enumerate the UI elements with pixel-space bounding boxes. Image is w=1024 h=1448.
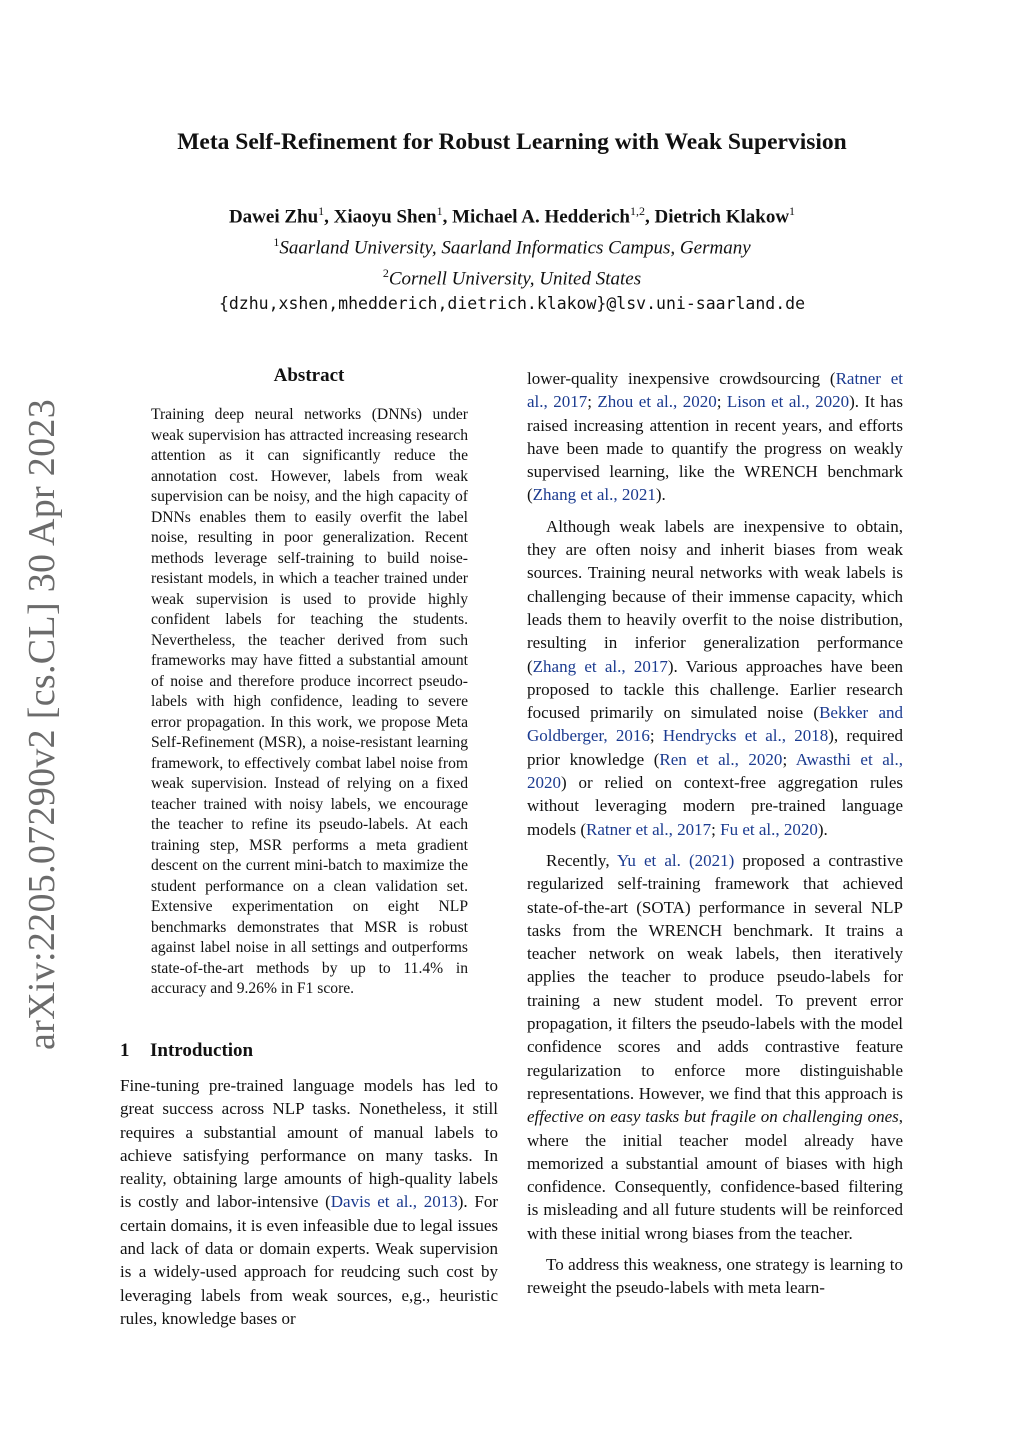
citation-link[interactable]: Bekker and Goldberger, 2016: [527, 703, 903, 746]
intro-paragraph-4: To address this weakness, one strategy is learning to reweight the pseudo-labels with meta learn-: [527, 1254, 903, 1298]
affiliation-text: Cornell University, United States: [388, 267, 642, 289]
citation-link[interactable]: Davis et al., 2013: [330, 1192, 458, 1212]
author-name: Dawei Zhu: [228, 206, 319, 228]
text-run: ), required prior knowledge (: [527, 726, 903, 769]
author-affiliation-mark: 1: [789, 204, 796, 218]
affiliation-mark: 2: [382, 265, 389, 280]
paper-title: Meta Self-Refinement for Robust Learning with Weak Supervision: [177, 129, 847, 155]
text-run: Fine-tuning pre-trained language models has led to great success across NLP tasks. Nonetheless, it still requires a substantial amount of manual labels to achieve satisfying performance on many tasks. In reality, obtaining large amounts of high-quality labels is costly and labor-intensive (: [120, 1076, 498, 1212]
citation-link[interactable]: Lison et al., 2020: [726, 392, 850, 412]
text-run: lower-quality inexpensive crowdsourcing (: [527, 369, 836, 388]
citation-link[interactable]: Zhou et al., 2020: [597, 392, 717, 412]
right-column: [527, 367, 903, 1300]
abstract-heading: Abstract: [273, 365, 345, 386]
section-number: 1: [120, 1040, 130, 1061]
authors-block: [100, 198, 924, 317]
affiliation-line: [100, 261, 924, 291]
section-title: Introduction: [150, 1040, 254, 1061]
arxiv-identifier-stamp: arXiv:2205.07290v2 [cs.CL] 30 Apr 2023: [21, 399, 63, 1050]
text-run: Recently,: [546, 850, 618, 870]
author-name: Michael A. Hedderich: [452, 206, 630, 228]
text-run: ).: [817, 819, 828, 839]
affiliation-mark: 1: [273, 235, 280, 250]
text-run: ). It has raised increasing attention in recent years, and efforts have been made to quantify the progress on weakly supervised learning, like the WRENCH benchmark (: [527, 392, 903, 505]
citation-link[interactable]: Ratner et al., 2017: [586, 819, 712, 839]
citation-link[interactable]: Zhang et al., 2021: [532, 485, 656, 505]
citation-link[interactable]: Awasthi et al., 2020: [527, 749, 903, 793]
intro-paragraph-3: [527, 849, 903, 1245]
text-run: ). For certain domains, it is even infeasible due to legal issues and lack of data or domain experts. Weak supervision is a widely-used approach for reudcing such cost by leveraging labels from weak sources, e,g., heuristic rules, knowledge bases or: [120, 1192, 499, 1328]
text-run: ).: [655, 485, 666, 505]
author-affiliation-mark: 1: [436, 204, 443, 218]
author-name: Dietrich Klakow: [654, 206, 790, 228]
text-run: ). Various approaches have been proposed to tackle this challenge. Earlier research focused primarily on simulated noise (: [527, 656, 903, 723]
title-block: [100, 128, 924, 156]
intro-paragraph-1-end: lower-quality inexpensive crowdsourcing (Ratner et al., 2017; Zhou et al., 2020; Lison et al., 2020). It has raised increasing attention in recent years, and efforts have been made to quantify the progress on weakly supervised learning, like the WRENCH benchmark (Zhang et al., 2021).: [527, 369, 903, 505]
affiliation-text: Saarland University, Saarland Informatics Campus, Germany: [279, 237, 751, 259]
text-run: Although weak labels are inexpensive to obtain, they are often noisy and inherit biases from weak sources. Training neural networks with weak labels is challenging because of their immense capacity, which leads them to heavily overfit to the noise distribution, resulting in inferior generalization performance (: [527, 516, 903, 676]
citation-link[interactable]: Ratner et al., 2017: [527, 369, 903, 412]
citation-link[interactable]: Ren et al., 2020: [659, 749, 783, 769]
abstract-text: Training deep neural networks (DNNs) under weak supervision has attracted increasing research attention as it can significantly reduce the annotation cost. However, labels from weak supervision can be noisy, and the high capacity of DNNs enables them to easily overfit the label noise, resulting in poor generalization. Recent methods leverage self-training to build noise-resistant models, in which a teacher trained under weak supervision is used to provide highly confident labels for teaching the students. Nevertheless, the teacher derived from such frameworks may have fitted a substantial amount of noise and therefore produce incorrect pseudo-labels with high confidence, leading to severe error propagation. In this work, we propose Meta Self-Refinement (MSR), a noise-resistant learning framework, to effectively combat label noise from weak supervision. Instead of relying on a fixed teacher trained with noisy labels, we encourage the teacher to refine its pseudo-labels. At each training step, MSR performs a meta gradient descent on the current mini-batch to maximize the student performance on a clean validation set. Extensive experimentation on eight NLP benchmarks demonstrates that MSR is robust against label noise in all settings and outperforms state-of-the-art methods by up to 11.4% in accuracy and 9.26% in F1 score.: [151, 406, 468, 997]
intro-paragraph-2: Although weak labels are inexpensive to obtain, they are often noisy and inherit biases from weak sources. Training neural networks with weak labels is challenging because of their immense capacity, which leads them to heavily overfit to the noise distribution, resulting in inferior generalization performance (Zhang et al., 2017). Various approaches have been proposed to tackle this challenge. Earlier research focused primarily on simulated noise (Bekker and Goldberger, 2016; Hendrycks et al., 2018), required prior knowledge (Ren et al., 2020; Awasthi et al., 2020) or relied on context-free aggregation rules without leveraging modern pre-trained language models (Ratner et al., 2017; Fu et al., 2020).: [527, 516, 903, 839]
author-list: Dawei Zhu$^1$, Xiaoyu Shen$^1$, Michael A. Hedderich$^{1,2}$, Dietrich Klakow$^1$: [228, 204, 796, 228]
citation-link[interactable]: Zhang et al., 2017: [532, 656, 668, 676]
author-affiliation-mark: 1,2: [629, 204, 645, 218]
text-run: , where the initial teacher model already have memorized a substantial amount of biases with high confidence. Consequently, confidence-based filtering is misleading and all future students will be reinforced with these initial wrong biases from the teacher.: [527, 1107, 903, 1243]
emphasized-text: effective on easy tasks but fragile on challenging ones: [527, 1107, 899, 1127]
author-emails: {dzhu,xshen,mhedderich,dietrich.klakow}@lsv.uni-saarland.de: [218, 293, 806, 313]
author-affiliation-mark: 1: [318, 204, 325, 218]
author-name: Xiaoyu Shen: [333, 206, 437, 228]
affiliation-line: [100, 230, 924, 260]
intro-paragraph-1-start: [120, 1074, 498, 1330]
citation-link[interactable]: Yu et al. (2021): [617, 850, 735, 870]
introduction-heading: [120, 1040, 498, 1062]
citation-link[interactable]: Hendrycks et al., 2018: [662, 726, 829, 746]
text-run: proposed a contrastive regularized self-training framework that achieved state-of-the-art (SOTA) performance in several NLP tasks from the WRENCH benchmark. It trains a teacher network on weak labels, then iteratively applies the teacher to produce pseudo-labels for training a new student model. To prevent error propagation, it filters the pseudo-labels with the model confidence scores and adds contrastive feature regularization to enforce more distinguishable representations. However, we find that this approach is: [527, 850, 904, 1103]
text-run: ) or relied on context-free aggregation rules without leveraging modern pre-trained language models (: [527, 773, 903, 839]
citation-link[interactable]: Fu et al., 2020: [720, 819, 818, 839]
